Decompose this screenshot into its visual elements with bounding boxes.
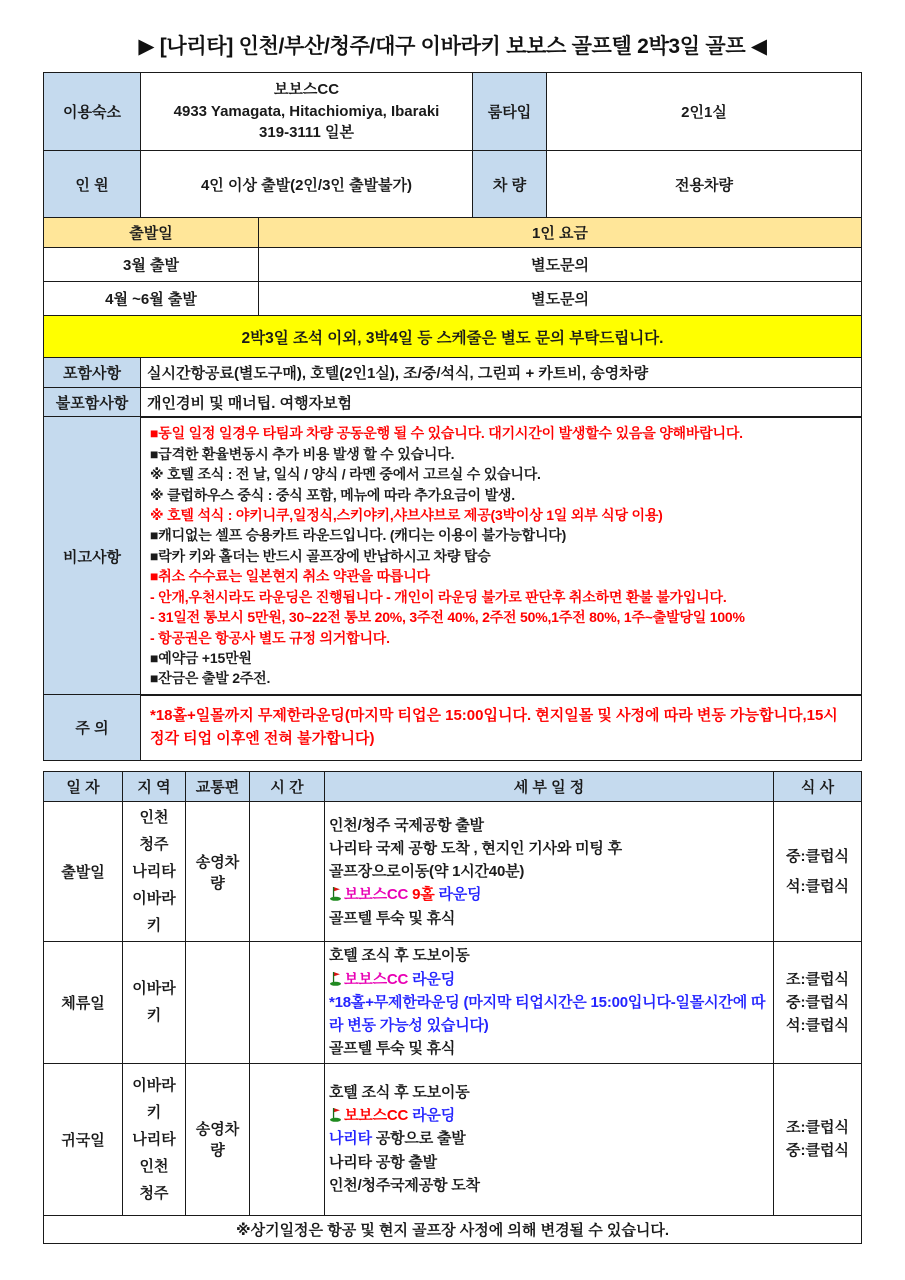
golf-flag-icon — [329, 970, 343, 985]
golf-course-name: 보보스CC — [344, 886, 409, 904]
detail-line: 나리타 공항으로 출발 — [329, 1130, 466, 1148]
exclude-text: 개인경비 및 매너팁. 여행자보험 — [141, 387, 862, 417]
region-cell: 이바라키 — [123, 942, 186, 1063]
table-row — [44, 282, 862, 316]
table-row — [44, 248, 862, 282]
detail-line: 골프텔 투숙 및 휴식 — [329, 1040, 456, 1058]
meals-cell: 조:클럽식 중:클럽식 석:클럽식 — [774, 942, 862, 1063]
departure-date: 4월 ~6월 출발 — [44, 282, 259, 316]
hotel-name: 보보스CC — [273, 80, 340, 98]
inclusion-table — [43, 357, 862, 418]
accommodation-value — [141, 73, 473, 151]
vehicle-value: 전용차량 — [547, 151, 862, 219]
narita-highlight: 나리타 — [329, 1130, 372, 1148]
details-cell — [325, 802, 774, 942]
golf-flag-icon — [329, 1106, 343, 1121]
detail-line: 호텔 조식 후 도보이동 — [329, 947, 470, 965]
time-cell — [250, 1063, 325, 1215]
fee-value: 별도문의 — [259, 248, 862, 282]
region-cell: 이바라키 나리타 인천 청주 — [123, 1063, 186, 1215]
remark-line: ※ 호텔 석식 : 야키니쿠,일정식,스키야키,샤브샤브로 제공(3박이상 1일 외부 식당 이용) — [150, 506, 663, 523]
caution-text: *18홀+일몰까지 무제한라운딩(마지막 티업은 15:00입니다. 현지일몰 및 사정에 따라 변동 가능합니다,15시 정각 티업 이후엔 전혀 불가합니다) — [141, 695, 862, 761]
remark-line: - 31일전 통보시 5만원, 30~22전 통보 20%, 3주전 40%, 2주전 50%,1주전 80%, 1주~출발당일 100% — [150, 609, 745, 626]
golf-round-line — [329, 883, 769, 906]
detail-line: 골프장으로이동(약 1시간40분) — [329, 863, 525, 881]
golf-round-line — [329, 968, 769, 991]
golf-round-label: 라운딩 — [408, 1107, 455, 1125]
remark-line: ※ 호텔 조식 : 전 날, 일식 / 양식 / 라멘 중에서 고르실 수 있습니다. — [150, 466, 541, 483]
remark-line: ※ 클럽하우스 중식 : 중식 포함, 메뉴에 따라 추가요금이 발생. — [150, 486, 515, 503]
itinerary-row-departure — [44, 802, 862, 942]
meals-cell: 중:클럽식 석:클럽식 — [774, 802, 862, 942]
transport-cell — [186, 942, 250, 1063]
remark-line: - 항공권은 항공사 별도 규정 의거합니다. — [150, 629, 390, 646]
time-cell — [250, 942, 325, 1063]
detail-line: 인천/청주국제공항 도착 — [329, 1176, 480, 1194]
vehicle-label: 차 량 — [473, 151, 547, 219]
page-title: ▶ [나리타] 인천/부산/청주/대구 이바라키 보보스 골프텔 2박3일 골프 ◀ — [138, 35, 767, 58]
golf-flag-icon — [329, 885, 343, 900]
day-cell: 출발일 — [44, 802, 123, 942]
departure-date-header: 출발일 — [44, 218, 259, 248]
hotel-info-table — [43, 72, 862, 219]
detail-line: 골프텔 투숙 및 휴식 — [329, 909, 456, 927]
table-row — [44, 695, 862, 761]
price-header-row — [44, 218, 862, 248]
golf-round-label: 라운딩 — [434, 886, 482, 904]
remark-line: ■동일 일정 일경우 타팀과 차량 공동운행 될 수 있습니다. 대기시간이 발생할수 있음을 양해바랍니다. — [150, 425, 743, 442]
exclude-label: 불포함사항 — [44, 387, 141, 417]
hotel-phone: 319-3111 일본 — [259, 124, 354, 142]
details-header: 세 부 일 정 — [325, 772, 774, 802]
caution-table — [43, 694, 862, 761]
detail-line: *18홀+무제한라운딩 (마지막 티업시간은 15:00입니다-일몰시간에 따라 변동 가능성 있습니다) — [329, 993, 766, 1035]
region-header: 지 역 — [123, 772, 186, 802]
itinerary-table — [43, 771, 862, 1243]
remarks-table — [43, 416, 862, 696]
golf-course-name: 보보스CC — [344, 1107, 409, 1125]
transport-cell: 송영차량 — [186, 1063, 250, 1215]
golf-course-name: 보보스CC — [344, 970, 409, 988]
transport-cell: 송영차량 — [186, 802, 250, 942]
details-cell — [325, 942, 774, 1063]
accommodation-label: 이용숙소 — [44, 73, 141, 151]
golf-round-line — [329, 1104, 769, 1127]
detail-line: 인천/청주 국제공항 출발 — [329, 816, 484, 834]
golf-round-label: 라운딩 — [408, 970, 455, 988]
time-cell — [250, 802, 325, 942]
table-row — [44, 357, 862, 387]
remark-line: ■취소 수수료는 일본현지 취소 약관을 따릅니다 — [150, 568, 430, 585]
table-row — [44, 151, 862, 219]
day-cell: 귀국일 — [44, 1063, 123, 1215]
region-cell: 인천 청주 나리타 이바라키 — [123, 802, 186, 942]
day-header: 일 자 — [44, 772, 123, 802]
price-table — [43, 217, 862, 358]
remark-line: - 안개,우천시라도 라운딩은 진행됩니다 - 개인이 라운딩 불가로 판단후 취소하면 환불 불가입니다. — [150, 588, 727, 605]
schedule-notice-banner: 2박3일 조석 이외, 3박4일 등 스케줄은 별도 문의 부탁드립니다. — [44, 316, 862, 358]
remarks-content — [141, 417, 862, 696]
include-label: 포함사항 — [44, 357, 141, 387]
detail-line: 나리타 공항 출발 — [329, 1153, 437, 1171]
golf-holes: 9홀 — [408, 886, 435, 904]
table-row — [44, 387, 862, 417]
people-label: 인 원 — [44, 151, 141, 219]
table-row — [44, 73, 862, 151]
meals-cell: 조:클럽식 중:클럽식 — [774, 1063, 862, 1215]
itinerary-row-return — [44, 1063, 862, 1215]
remark-line: ■예약금 +15만원 — [150, 650, 252, 667]
room-type-value: 2인1실 — [547, 73, 862, 151]
detail-line: 호텔 조식 후 도보이동 — [329, 1083, 470, 1101]
itinerary-footer-row — [44, 1215, 862, 1243]
remark-line: ■급격한 환율변동시 추가 비용 발생 할 수 있습니다. — [150, 445, 455, 462]
fee-header: 1인 요금 — [259, 218, 862, 248]
itinerary-header-row — [44, 772, 862, 802]
schedule-change-note: ※상기일정은 항공 및 현지 골프장 사정에 의해 변경될 수 있습니다. — [44, 1215, 862, 1243]
meals-header: 식 사 — [774, 772, 862, 802]
itinerary-row-stay — [44, 942, 862, 1063]
remark-line: ■잔금은 출발 2주전. — [150, 670, 271, 687]
room-type-label: 룸타입 — [473, 73, 547, 151]
notice-row — [44, 316, 862, 358]
caution-label: 주 의 — [44, 695, 141, 761]
fee-value: 별도문의 — [259, 282, 862, 316]
table-row — [44, 417, 862, 696]
people-value: 4인 이상 출발(2인/3인 출발불가) — [141, 151, 473, 219]
include-text: 실시간항공료(별도구매), 호텔(2인1실), 조/중/석식, 그린피 + 카트비, 송영차량 — [141, 357, 862, 387]
remarks-label: 비고사항 — [44, 417, 141, 696]
detail-line: 나리타 국제 공항 도착 , 현지인 기사와 미팅 후 — [329, 839, 622, 857]
hotel-address: 4933 Yamagata, Hitachiomiya, Ibaraki — [173, 102, 440, 120]
transport-header: 교통편 — [186, 772, 250, 802]
remark-line: ■락카 키와 홀더는 반드시 골프장에 반납하시고 차량 탑승 — [150, 547, 491, 564]
remark-line: ■캐디없는 셀프 승용카트 라운드입니다. (캐디는 이용이 불가능합니다) — [150, 527, 567, 544]
departure-date: 3월 출발 — [44, 248, 259, 282]
day-cell: 체류일 — [44, 942, 123, 1063]
details-cell — [325, 1063, 774, 1215]
time-header: 시 간 — [250, 772, 325, 802]
